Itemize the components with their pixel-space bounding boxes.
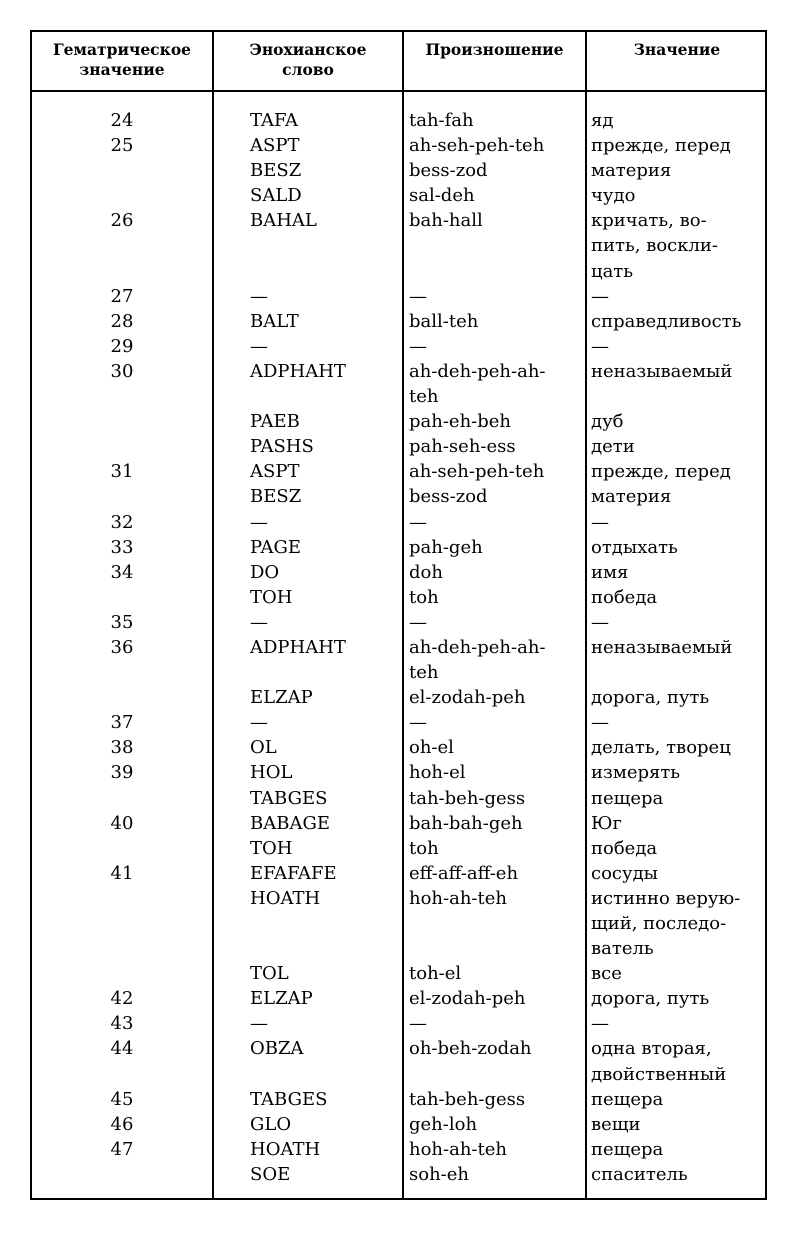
gematria-value-cell	[32, 836, 212, 861]
pronunciation-cell	[402, 1011, 585, 1036]
enochian-word-cell: PAEB	[250, 411, 300, 433]
meaning-cell	[585, 1036, 765, 1086]
gematria-value-cell: 25	[110, 135, 134, 157]
pronunciation-cell	[402, 811, 585, 836]
pronunciation-cell	[402, 108, 585, 133]
enochian-word-cell: ASPT	[250, 135, 300, 157]
gematria-value-cell: 33	[110, 536, 134, 558]
table-row	[32, 158, 765, 183]
enochian-word-cell: ASPT	[250, 461, 300, 483]
meaning-cell	[585, 735, 765, 760]
meaning-line: пещера	[591, 1088, 664, 1110]
meaning-cell	[585, 886, 765, 961]
enochian-word-cell: TABGES	[250, 787, 328, 809]
pronunciation-cell	[402, 886, 585, 961]
table-row	[32, 710, 765, 735]
table-row	[32, 986, 765, 1011]
meaning-cell	[585, 786, 765, 811]
meaning-cell	[585, 409, 765, 434]
gematria-value-cell: 30	[110, 360, 134, 382]
pronunciation-cell	[402, 535, 585, 560]
meaning-line: —	[591, 611, 609, 633]
meaning-cell	[585, 861, 765, 886]
gematria-value-cell	[32, 484, 212, 509]
pronunciation-line: hoh-ah-teh	[409, 887, 507, 909]
pronunciation-line: pah-geh	[409, 536, 483, 558]
gematria-value-cell: 37	[110, 712, 134, 734]
enochian-word-cell: BESZ	[250, 486, 302, 508]
meaning-line: все	[591, 963, 622, 985]
pronunciation-line: bess-zod	[409, 160, 488, 182]
header-meaning	[587, 40, 767, 60]
enochian-word-cell: TOH	[250, 837, 293, 859]
meaning-line: дуб	[591, 411, 624, 433]
table-row	[32, 359, 765, 409]
pronunciation-line: teh	[409, 386, 439, 408]
meaning-cell	[585, 610, 765, 635]
enochian-word-cell: TOH	[250, 586, 293, 608]
pronunciation-line: eff-aff-aff-eh	[409, 862, 519, 884]
pronunciation-line: bah-hall	[409, 210, 483, 232]
enochian-word-cell: ELZAP	[250, 687, 313, 709]
pronunciation-cell	[402, 585, 585, 610]
table-row	[32, 735, 765, 760]
gematria-value-cell: 24	[110, 110, 134, 131]
meaning-line: неназываемый	[591, 636, 733, 658]
meaning-cell	[585, 183, 765, 208]
meaning-cell	[585, 484, 765, 509]
table-row	[32, 334, 765, 359]
pronunciation-cell	[402, 710, 585, 735]
enochian-word-cell: EFAFAFE	[250, 862, 337, 884]
pronunciation-cell	[402, 861, 585, 886]
meaning-cell	[585, 635, 765, 685]
gematria-value-cell: 26	[110, 210, 134, 232]
enochian-word-cell: OL	[250, 737, 277, 759]
enochian-word-cell: —	[250, 285, 268, 307]
pronunciation-cell	[402, 409, 585, 434]
meaning-line: прежде, перед	[591, 135, 731, 157]
pronunciation-line: ah-deh-peh-ah-	[409, 636, 546, 658]
meaning-cell	[585, 1011, 765, 1036]
meaning-cell	[585, 1112, 765, 1137]
table-row	[32, 459, 765, 484]
meaning-cell	[585, 208, 765, 283]
header-line: Энохианское	[249, 40, 367, 59]
gematria-value-cell	[32, 409, 212, 434]
pronunciation-cell	[402, 284, 585, 309]
meaning-line: материя	[591, 486, 672, 508]
meaning-line: победа	[591, 837, 658, 859]
meaning-line: двойственный	[591, 1063, 727, 1085]
pronunciation-line: teh	[409, 662, 439, 684]
meaning-line: прежде, перед	[591, 461, 731, 483]
meaning-cell	[585, 1087, 765, 1112]
gematria-value-cell: 47	[110, 1138, 134, 1160]
meaning-line: сосуды	[591, 862, 658, 884]
table-row	[32, 309, 765, 334]
pronunciation-line: toh	[409, 837, 439, 859]
gematria-value-cell: 46	[110, 1113, 134, 1135]
pronunciation-line: bess-zod	[409, 486, 488, 508]
meaning-line: цать	[591, 260, 634, 282]
meaning-cell	[585, 811, 765, 836]
pronunciation-line: ah-deh-peh-ah-	[409, 360, 546, 382]
table-row	[32, 208, 765, 283]
pronunciation-line: —	[409, 611, 427, 633]
meaning-line: пить, воскли-	[591, 235, 719, 257]
table-row	[32, 811, 765, 836]
meaning-line: кричать, во-	[591, 210, 707, 232]
pronunciation-cell	[402, 760, 585, 785]
pronunciation-line: doh	[409, 561, 443, 583]
enochian-word-cell: —	[250, 335, 268, 357]
pronunciation-line: sal-deh	[409, 185, 475, 207]
meaning-line: пещера	[591, 787, 664, 809]
gematria-value-cell: 42	[110, 988, 134, 1010]
enochian-word-cell: BESZ	[250, 160, 302, 182]
meaning-line: победа	[591, 586, 658, 608]
pronunciation-cell	[402, 1087, 585, 1112]
meaning-line: неназываемый	[591, 360, 733, 382]
meaning-cell	[585, 986, 765, 1011]
enochian-word-cell: PAGE	[250, 536, 301, 558]
gematria-value-cell: 45	[110, 1088, 134, 1110]
meaning-line: одна вторая,	[591, 1038, 712, 1060]
pronunciation-cell	[402, 1137, 585, 1162]
table-row	[32, 108, 765, 133]
header-gematria-value	[32, 40, 212, 80]
pronunciation-cell	[402, 510, 585, 535]
table-row	[32, 786, 765, 811]
pronunciation-cell	[402, 610, 585, 635]
meaning-line: Юг	[591, 812, 622, 834]
pronunciation-line: hoh-ah-teh	[409, 1138, 507, 1160]
table-row	[32, 635, 765, 685]
pronunciation-cell	[402, 986, 585, 1011]
pronunciation-line: —	[409, 335, 427, 357]
meaning-line: щий, последо-	[591, 913, 727, 934]
meaning-cell	[585, 108, 765, 133]
table-row	[32, 961, 765, 986]
meaning-cell	[585, 1162, 765, 1187]
meaning-cell	[585, 284, 765, 309]
pronunciation-line: el-zodah-peh	[409, 988, 526, 1010]
pronunciation-line: —	[409, 511, 427, 533]
enochian-word-cell: BABAGE	[250, 812, 330, 834]
gematria-value-cell: 41	[110, 862, 134, 884]
pronunciation-cell	[402, 1112, 585, 1137]
header-line: слово	[282, 60, 334, 79]
enochian-word-cell: OBZA	[250, 1038, 304, 1060]
pronunciation-cell	[402, 459, 585, 484]
pronunciation-line: ah-seh-peh-teh	[409, 461, 545, 483]
gematria-value-cell: 27	[110, 285, 134, 307]
table-row	[32, 585, 765, 610]
gematria-value-cell	[32, 961, 212, 986]
gematria-value-cell	[32, 685, 212, 710]
gematria-value-cell	[32, 158, 212, 183]
pronunciation-cell	[402, 183, 585, 208]
meaning-line: —	[591, 511, 609, 533]
meaning-cell	[585, 760, 765, 785]
table-row	[32, 861, 765, 886]
pronunciation-cell	[402, 434, 585, 459]
meaning-line: ватель	[591, 938, 654, 960]
meaning-line: измерять	[591, 762, 681, 784]
meaning-cell	[585, 560, 765, 585]
enochian-word-cell: TOL	[250, 963, 289, 985]
meaning-cell	[585, 510, 765, 535]
pronunciation-cell	[402, 1162, 585, 1187]
table-row	[32, 284, 765, 309]
enochian-word-cell: SOE	[250, 1163, 291, 1185]
gematria-value-cell	[32, 886, 212, 961]
enochian-word-cell: BALT	[250, 310, 299, 332]
pronunciation-cell	[402, 560, 585, 585]
gematria-value-cell: 36	[110, 636, 134, 658]
meaning-line: справедливость	[591, 310, 742, 332]
enochian-word-cell: TABGES	[250, 1088, 328, 1110]
gematria-value-cell	[32, 183, 212, 208]
pronunciation-line: pah-seh-ess	[409, 436, 516, 458]
pronunciation-line: oh-beh-zodah	[409, 1038, 532, 1060]
header-line: значение	[79, 60, 165, 79]
header-line: Гематрическое	[52, 40, 192, 59]
pronunciation-cell	[402, 208, 585, 283]
table-row	[32, 886, 765, 961]
enochian-word-cell: BAHAL	[250, 210, 317, 232]
meaning-line: яд	[591, 110, 614, 131]
pronunciation-cell	[402, 786, 585, 811]
meaning-cell	[585, 359, 765, 409]
meaning-cell	[585, 459, 765, 484]
meaning-cell	[585, 535, 765, 560]
meaning-cell	[585, 961, 765, 986]
header-line: Значение	[633, 40, 721, 59]
meaning-line: материя	[591, 160, 672, 182]
pronunciation-cell	[402, 836, 585, 861]
pronunciation-cell	[402, 133, 585, 158]
pronunciation-cell	[402, 484, 585, 509]
pronunciation-cell	[402, 635, 585, 685]
meaning-cell	[585, 133, 765, 158]
gematria-table	[30, 30, 767, 1200]
pronunciation-line: geh-loh	[409, 1113, 478, 1135]
enochian-word-cell: —	[250, 511, 268, 533]
gematria-value-cell	[32, 786, 212, 811]
gematria-value-cell: 32	[110, 511, 134, 533]
table-row	[32, 685, 765, 710]
table-row	[32, 1137, 765, 1162]
pronunciation-line: oh-el	[409, 737, 454, 759]
pronunciation-cell	[402, 685, 585, 710]
enochian-word-cell: DO	[250, 561, 280, 583]
meaning-line: отдыхать	[591, 536, 678, 558]
enochian-word-cell: ADPHAHT	[250, 360, 346, 382]
meaning-cell	[585, 309, 765, 334]
pronunciation-line: ball-teh	[409, 310, 479, 332]
enochian-word-cell: HOATH	[250, 887, 321, 909]
pronunciation-line: ah-seh-peh-teh	[409, 135, 545, 157]
table-row	[32, 560, 765, 585]
header-line: Произношение	[425, 40, 564, 59]
pronunciation-cell	[402, 961, 585, 986]
table-row	[32, 484, 765, 509]
enochian-word-cell: PASHS	[250, 436, 314, 458]
table-row	[32, 610, 765, 635]
table-row	[32, 183, 765, 208]
header-pronunciation	[404, 40, 585, 60]
pronunciation-cell	[402, 735, 585, 760]
table-row	[32, 1112, 765, 1137]
table-row	[32, 535, 765, 560]
gematria-value-cell	[32, 585, 212, 610]
enochian-word-cell: HOL	[250, 762, 293, 784]
pronunciation-cell	[402, 158, 585, 183]
meaning-line: —	[591, 1013, 609, 1035]
meaning-line: дорога, путь	[591, 988, 710, 1010]
meaning-line: пещера	[591, 1138, 664, 1160]
meaning-cell	[585, 710, 765, 735]
meaning-line: спаситель	[591, 1163, 688, 1185]
meaning-line: —	[591, 335, 609, 357]
gematria-value-cell: 28	[110, 310, 134, 332]
pronunciation-cell	[402, 309, 585, 334]
table-row	[32, 510, 765, 535]
pronunciation-line: toh	[409, 586, 439, 608]
gematria-value-cell	[32, 434, 212, 459]
gematria-value-cell: 34	[110, 561, 134, 583]
meaning-line: —	[591, 712, 609, 734]
meaning-cell	[585, 685, 765, 710]
enochian-word-cell: —	[250, 712, 268, 734]
enochian-word-cell: SALD	[250, 185, 302, 207]
pronunciation-line: pah-eh-beh	[409, 411, 512, 433]
table-body	[32, 108, 765, 1187]
table-row	[32, 1087, 765, 1112]
gematria-value-cell: 44	[110, 1038, 134, 1060]
pronunciation-line: toh-el	[409, 963, 462, 985]
pronunciation-cell	[402, 1036, 585, 1086]
table-row	[32, 1036, 765, 1086]
pronunciation-line: bah-bah-geh	[409, 812, 523, 834]
table-row	[32, 760, 765, 785]
meaning-line: дорога, путь	[591, 687, 710, 709]
gematria-value-cell: 31	[110, 461, 134, 483]
enochian-word-cell: ADPHAHT	[250, 636, 346, 658]
enochian-word-cell: GLO	[250, 1113, 292, 1135]
header-enochian-word	[214, 40, 402, 80]
meaning-line: вещи	[591, 1113, 641, 1135]
pronunciation-line: soh-eh	[409, 1163, 469, 1185]
pronunciation-cell	[402, 334, 585, 359]
enochian-word-cell: HOATH	[250, 1138, 321, 1160]
gematria-value-cell: 35	[110, 611, 134, 633]
enochian-word-cell: —	[250, 1013, 268, 1035]
table-row	[32, 133, 765, 158]
enochian-word-cell: —	[250, 611, 268, 633]
enochian-word-cell: ELZAP	[250, 988, 313, 1010]
meaning-line: истинно верую-	[591, 887, 741, 909]
meaning-cell	[585, 836, 765, 861]
meaning-line: —	[591, 285, 609, 307]
pronunciation-line: tah-beh-gess	[409, 1088, 526, 1110]
gematria-value-cell: 39	[110, 762, 134, 784]
table-row	[32, 434, 765, 459]
meaning-cell	[585, 434, 765, 459]
meaning-cell	[585, 334, 765, 359]
table-row	[32, 409, 765, 434]
table-row	[32, 1162, 765, 1187]
meaning-cell	[585, 585, 765, 610]
gematria-value-cell: 29	[110, 335, 134, 357]
pronunciation-line: —	[409, 1013, 427, 1035]
meaning-line: чудо	[591, 185, 636, 207]
header-divider	[32, 90, 765, 92]
pronunciation-line: el-zodah-peh	[409, 687, 526, 709]
meaning-cell	[585, 1137, 765, 1162]
pronunciation-line: hoh-el	[409, 762, 466, 784]
gematria-value-cell: 38	[110, 737, 134, 759]
meaning-cell	[585, 158, 765, 183]
gematria-value-cell: 43	[110, 1013, 134, 1035]
meaning-line: делать, творец	[591, 737, 731, 759]
pronunciation-line: —	[409, 712, 427, 734]
meaning-line: имя	[591, 561, 629, 583]
meaning-line: дети	[591, 436, 635, 458]
pronunciation-line: tah-fah	[409, 110, 474, 131]
pronunciation-line: tah-beh-gess	[409, 787, 526, 809]
enochian-word-cell: TAFA	[250, 110, 298, 131]
table-row	[32, 836, 765, 861]
table-row	[32, 1011, 765, 1036]
pronunciation-line: —	[409, 285, 427, 307]
gematria-value-cell: 40	[110, 812, 134, 834]
gematria-value-cell	[32, 1162, 212, 1187]
pronunciation-cell	[402, 359, 585, 409]
